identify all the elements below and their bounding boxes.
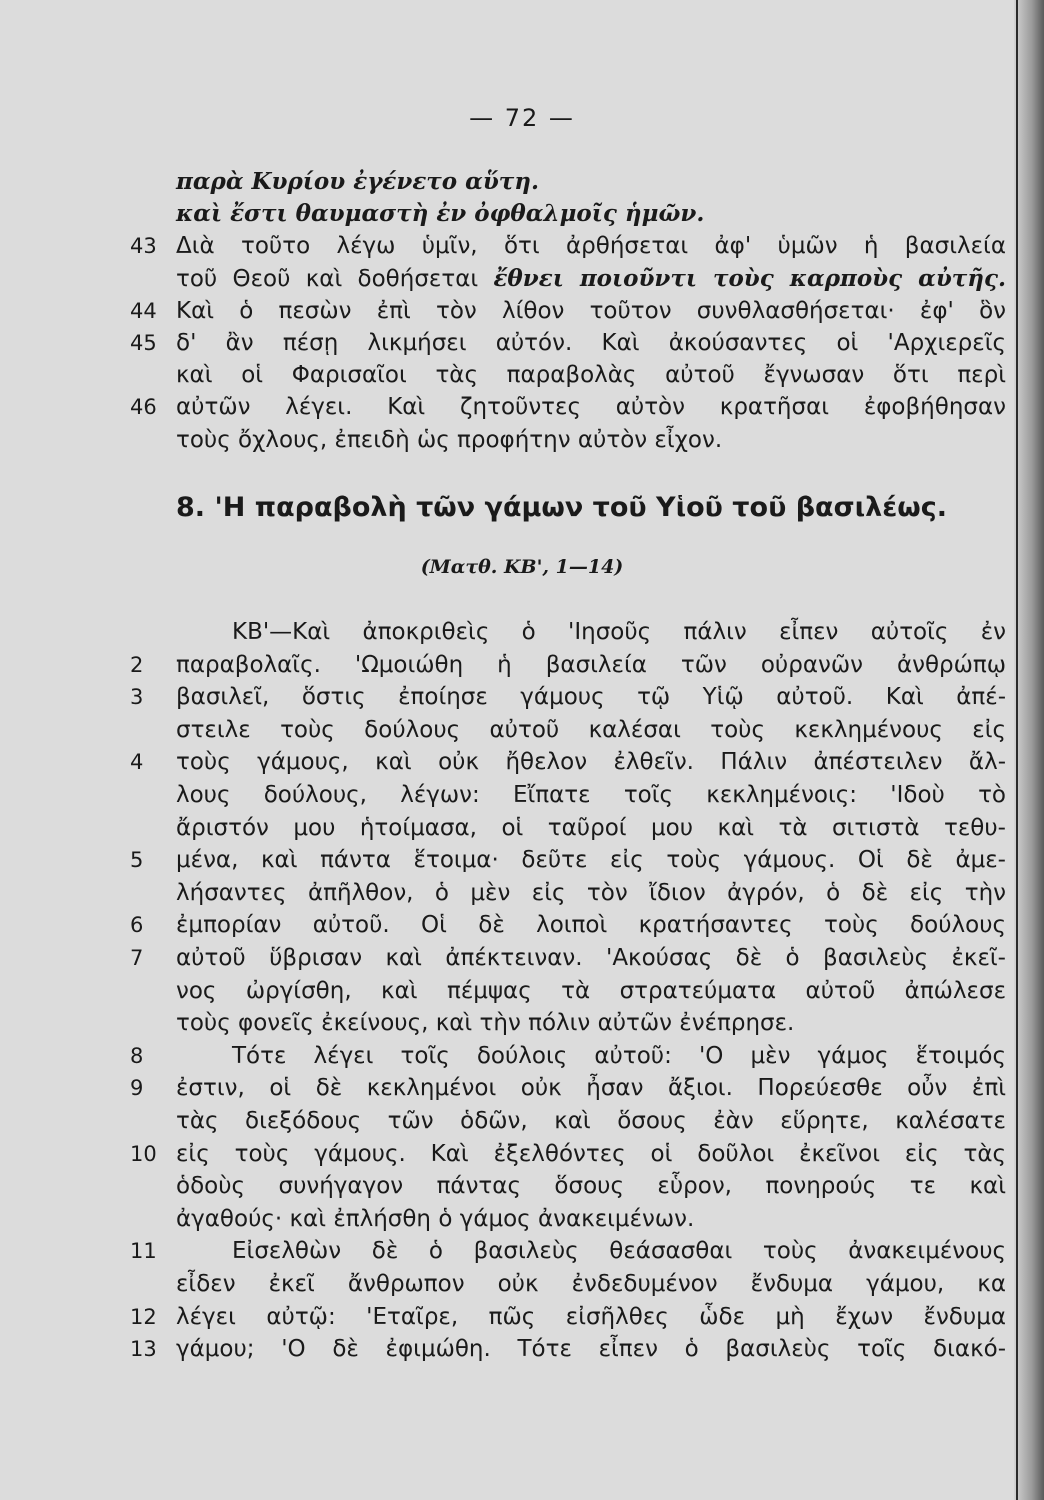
line-text: ἐστιν, οἱ δὲ κεκλημένοι οὐκ ἦσαν ἄξιοι. Πορεύεσθε οὖν ἐπὶ (176, 1075, 1006, 1102)
text-line (176, 714, 1006, 746)
text-line (176, 779, 1006, 811)
line-text: Καὶ ὁ πεσὼν ἐπὶ τὸν λίθον τοῦτον συνθλασθήσεται· ἐφ' ὃν (176, 297, 1006, 324)
spine-edge-line (1016, 0, 1018, 1500)
text-line (176, 198, 1006, 230)
text-line (232, 1040, 1006, 1072)
verse-number: 11 (130, 1239, 157, 1264)
text-line (176, 649, 1006, 681)
text-line (176, 1203, 1006, 1235)
line-text: ὁδοὺς συνήγαγον πάντας ὅσους εὗρον, πονηρούς τε καὶ (176, 1173, 1006, 1200)
text-line (176, 746, 1006, 778)
verse-number: 13 (130, 1337, 157, 1362)
text-line (176, 166, 1006, 198)
line-text: τὰς διεξόδους τῶν ὁδῶν, καὶ ὅσους ἐὰν εὕρητε, καλέσατε (176, 1108, 1006, 1134)
text-line (176, 295, 1006, 327)
line-text: μένα, καὶ πάντα ἕτοιμα· δεῦτε εἰς τοὺς γάμους. Οἱ δὲ ἀμε- (176, 847, 1006, 874)
line-text: εἶδεν ἐκεῖ ἄνθρωπον οὐκ ἐνδεδυμένον ἔνδυμα γάμου, κα (176, 1271, 1006, 1297)
line-text: τοὺς φονεῖς ἐκείνους, καὶ τὴν πόλιν αὐτῶν ἐνέπρησε. (176, 1010, 795, 1037)
text-line (176, 1072, 1006, 1104)
verse-number: 4 (130, 750, 144, 775)
line-text: Τότε λέγει τοῖς δούλοις αὐτοῦ: 'Ο μὲν γάμος ἕτοιμός (232, 1042, 1006, 1069)
line-text: στειλε τοὺς δούλους αὐτοῦ καλέσαι τοὺς κεκλημένους εἰς (176, 716, 1006, 743)
text-line (176, 230, 1006, 262)
line-text: παραβολαῖς. 'Ωμοιώθη ἡ βασιλεία τῶν οὐρανῶν ἀνθρώπῳ (176, 651, 1006, 678)
verse-number: 8 (130, 1043, 144, 1068)
text-line (176, 391, 1006, 423)
italic-text: ἔθνει ποιοῦντι τοὺς καρποὺς αὐτῆς. (493, 264, 1006, 292)
scripture-reference: (Ματθ. ΚΒ', 1—14) (420, 556, 624, 578)
text-line (232, 1235, 1006, 1267)
section-heading: 8. 'Η παραβολὴ τῶν γάμων τοῦ Υἱοῦ τοῦ βασιλέως. (176, 492, 947, 523)
line-text: ἀγαθούς· καὶ ἐπλήσθη ὁ γάμος ἀνακειμένων. (176, 1205, 695, 1232)
text-line (176, 1268, 1006, 1300)
line-text: γάμου; 'Ο δὲ ἐφιμώθη. Τότε εἶπεν ὁ βασιλεὺς τοῖς διακό- (176, 1336, 1006, 1363)
text-line (176, 1301, 1006, 1333)
line-text: ἄριστόν μου ἡτοίμασα, οἱ ταῦροί μου καὶ τὰ σιτιστὰ τεθυ- (176, 814, 1006, 841)
verse-number: 7 (130, 946, 144, 970)
text-line (176, 877, 1006, 909)
verse-number: 43 (130, 234, 157, 259)
text-line (176, 812, 1006, 844)
line-text: Διὰ τοῦτο λέγω ὑμῖν, ὅτι ἀρθήσεται ἀφ' ὑμῶν ἡ βασιλεία (176, 233, 1006, 260)
text-line (176, 942, 1006, 974)
verse-number: 46 (130, 395, 157, 420)
line-text: νος ὠργίσθη, καὶ πέμψας τὰ στρατεύματα αὐτοῦ ἀπώλεσε (176, 977, 1006, 1004)
line-text: δ' ἂν πέσῃ λικμήσει αὐτόν. Καὶ ἀκούσαντες οἱ 'Αρχιερεῖς (176, 330, 1006, 356)
text-line (176, 975, 1006, 1007)
verse-number: 2 (130, 652, 144, 677)
verse-number: 44 (130, 298, 157, 323)
line-text: εἰς τοὺς γάμους. Καὶ ἐξελθόντες οἱ δοῦλοι ἐκεῖνοι εἰς τὰς (176, 1140, 1006, 1167)
text-line (176, 359, 1006, 391)
text-line (176, 844, 1006, 876)
line-text: αὐτοῦ ὕβρισαν καὶ ἀπέκτειναν. 'Ακούσας δὲ ὁ βασιλεὺς ἐκεῖ- (176, 945, 1006, 971)
line-text: τοὺς ὄχλους, ἐπειδὴ ὡς προφήτην αὐτὸν εἶχον. (176, 426, 723, 453)
line-text: λους δούλους, λέγων: Εἴπατε τοῖς κεκλημένοις: 'Ιδοὺ τὸ (176, 782, 1006, 808)
text-line (176, 909, 1006, 941)
line-text: ΚΒ'—Καὶ ἀποκριθεὶς ὁ 'Ιησοῦς πάλιν εἶπεν αὐτοῖς ἐν (232, 619, 1006, 645)
line-text: αὐτῶν λέγει. Καὶ ζητοῦντες αὐτὸν κρατῆσαι ἐφοβήθησαν (176, 394, 1006, 421)
line-text: καὶ οἱ Φαρισαῖοι τὰς παραβολὰς αὐτοῦ ἔγνωσαν ὅτι περὶ (176, 362, 1006, 389)
text-line (176, 1007, 1006, 1039)
verse-number: 5 (130, 848, 144, 873)
italic-text: καὶ ἔστι θαυμαστὴ ἐν ὀφθαλμοῖς ἡμῶν. (176, 200, 705, 228)
line-text: τοὺς γάμους, καὶ οὐκ ἤθελον ἐλθεῖν. Πάλιν ἀπέστειλεν ἄλ- (176, 749, 1006, 776)
verse-number: 12 (130, 1304, 157, 1329)
verse-number: 45 (130, 331, 157, 355)
line-text: λέγει αὐτῷ: 'Εταῖρε, πῶς εἰσῆλθες ὧδε μὴ ἔχων ἔνδυμα (176, 1303, 1006, 1330)
verse-number: 10 (130, 1141, 157, 1166)
verse-number: 9 (130, 1076, 144, 1101)
text-line (232, 616, 1006, 648)
line-text: Εἰσελθὼν δὲ ὁ βασιλεὺς θεάσασθαι τοὺς ἀνακειμένους (232, 1238, 1006, 1265)
page-number: — 72 — (469, 104, 575, 132)
line-text: βασιλεῖ, ὅστις ἐποίησε γάμους τῷ Υἱῷ αὐτοῦ. Καὶ ἀπέ- (176, 684, 1006, 711)
text-line (176, 681, 1006, 713)
book-spine-shadow (1014, 0, 1044, 1500)
line-text: τοῦ Θεοῦ καὶ δοθήσεται (176, 265, 494, 292)
text-line (176, 1105, 1006, 1137)
verse-number: 3 (130, 685, 144, 710)
italic-text: παρὰ Κυρίου ἐγένετο αὕτη. (176, 168, 539, 195)
line-text: λήσαντες ἀπῆλθον, ὁ μὲν εἰς τὸν ἴδιον ἀγρόν, ὁ δὲ εἰς τὴν (176, 879, 1006, 906)
text-line (176, 1333, 1006, 1365)
text-line (176, 424, 1006, 456)
text-line (176, 1170, 1006, 1202)
text-line (176, 263, 1006, 295)
text-line (176, 327, 1006, 359)
line-text: ἐμπορίαν αὐτοῦ. Οἱ δὲ λοιποὶ κρατήσαντες τοὺς δούλους (176, 912, 1006, 939)
verse-number: 6 (130, 913, 144, 938)
text-line (176, 1138, 1006, 1170)
